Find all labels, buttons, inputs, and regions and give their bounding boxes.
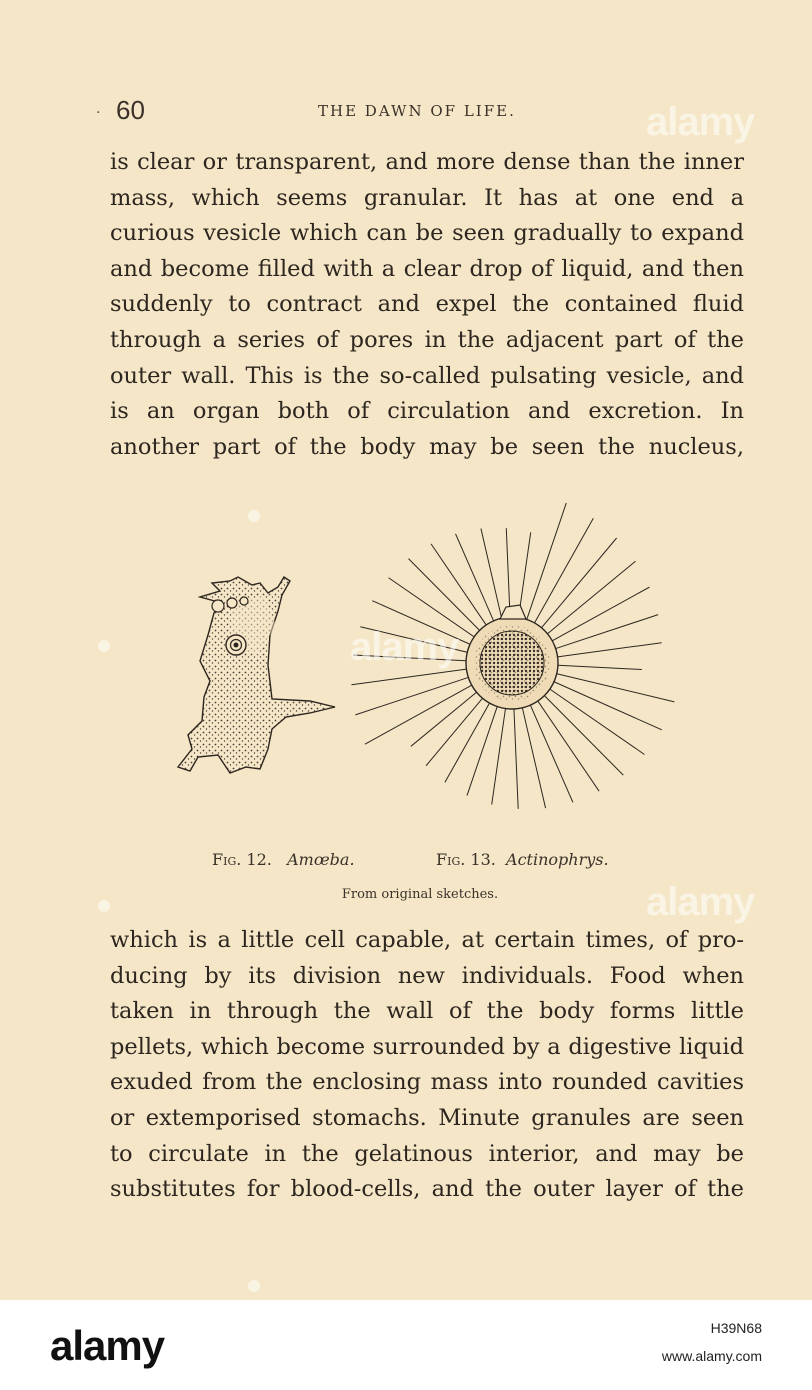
watermark-dot — [248, 510, 260, 522]
fig13-label: Fig. 13. — [436, 850, 496, 869]
alamy-logo: alamy — [50, 1322, 165, 1369]
pseudopod-ray — [506, 528, 510, 617]
watermark-dot — [98, 640, 110, 652]
pseudopod-ray — [542, 538, 617, 628]
fig12-name: Amœba. — [287, 850, 355, 869]
fig13-name: Actinophrys. — [506, 850, 609, 869]
amoeba-drawing — [178, 577, 335, 773]
text-line: suddenly to contract and expel the contained fluid — [110, 291, 744, 318]
paragraph-top — [110, 145, 744, 465]
text-line: through a series of pores in the adjacent part of the — [110, 326, 744, 353]
pseudopod-ray — [558, 643, 662, 657]
paragraph-bottom — [110, 923, 744, 1208]
text-line: and become filled with a clear drop of liquid, and then — [110, 255, 744, 282]
pseudopod-ray — [426, 698, 482, 765]
pseudopod-ray — [550, 689, 645, 754]
text-line: mass, which seems granular. It has at one end a — [110, 184, 744, 211]
fig12-caption — [212, 850, 355, 869]
running-title: THE DAWN OF LIFE. — [318, 102, 516, 120]
stock-footer — [0, 1300, 812, 1390]
text-line: substitutes for blood-cells, and the outer layer of the — [110, 1176, 744, 1203]
pseudopod-ray — [530, 705, 572, 802]
pseudopod-ray — [556, 615, 659, 649]
pseudopod-ray — [558, 665, 642, 669]
page-mark: · — [96, 105, 101, 121]
text-line: exuded from the enclosing mass into rounded cavities — [110, 1069, 744, 1096]
text-line: to circulate in the gelatinous interior, and may be — [110, 1140, 744, 1167]
pseudopod-ray — [552, 587, 649, 641]
watermark-dot — [98, 900, 110, 912]
text-line: another part of the body may be seen the nucleus, — [110, 433, 744, 460]
text-line: ducing by its division new individuals. Food when — [110, 962, 744, 989]
text-line: taken in through the wall of the body forms little — [110, 998, 744, 1025]
fig12-label: Fig. 12. — [212, 850, 272, 869]
pseudopod-ray — [548, 561, 636, 633]
watermark-logo: alamy — [646, 100, 755, 144]
fig13-caption — [436, 850, 609, 869]
pseudopod-ray — [408, 559, 479, 631]
watermark-logo: alamy — [646, 880, 755, 924]
pseudopod-ray — [514, 709, 518, 809]
text-line: or extemporised stomachs. Minute granules are seen — [110, 1104, 744, 1131]
figure-caption — [0, 850, 812, 878]
watermark-dot — [248, 1280, 260, 1292]
text-line: pellets, which become surrounded by a digestive liquid — [110, 1033, 744, 1060]
text-line: outer wall. This is the so-called pulsating vesicle, and — [110, 362, 744, 389]
pseudopod-ray — [467, 707, 497, 796]
pseudopod-ray — [351, 669, 466, 685]
pseudopod-ray — [538, 701, 599, 791]
source-note-text: From original sketches. — [341, 887, 499, 902]
pseudopod-ray — [554, 682, 662, 730]
pseudopod-ray — [492, 709, 506, 805]
pseudopod-ray — [557, 674, 675, 702]
text-line: which is a little cell capable, at certain times, of pro- — [110, 927, 744, 953]
page-number: 60 — [116, 95, 145, 125]
text-line: curious vesicle which can be seen gradually to expand — [110, 220, 744, 247]
watermark-logo: alamy — [350, 625, 459, 669]
site-url: www.alamy.com — [661, 1348, 762, 1364]
pseudopod-ray — [481, 529, 502, 619]
pseudopod-ray — [445, 703, 490, 782]
pseudopod-ray — [522, 708, 545, 808]
text-line: is clear or transparent, and more dense than the inner — [110, 149, 744, 175]
image-id: H39N68 — [710, 1320, 762, 1336]
text-line: is an organ both of circulation and excretion. In — [110, 398, 744, 425]
